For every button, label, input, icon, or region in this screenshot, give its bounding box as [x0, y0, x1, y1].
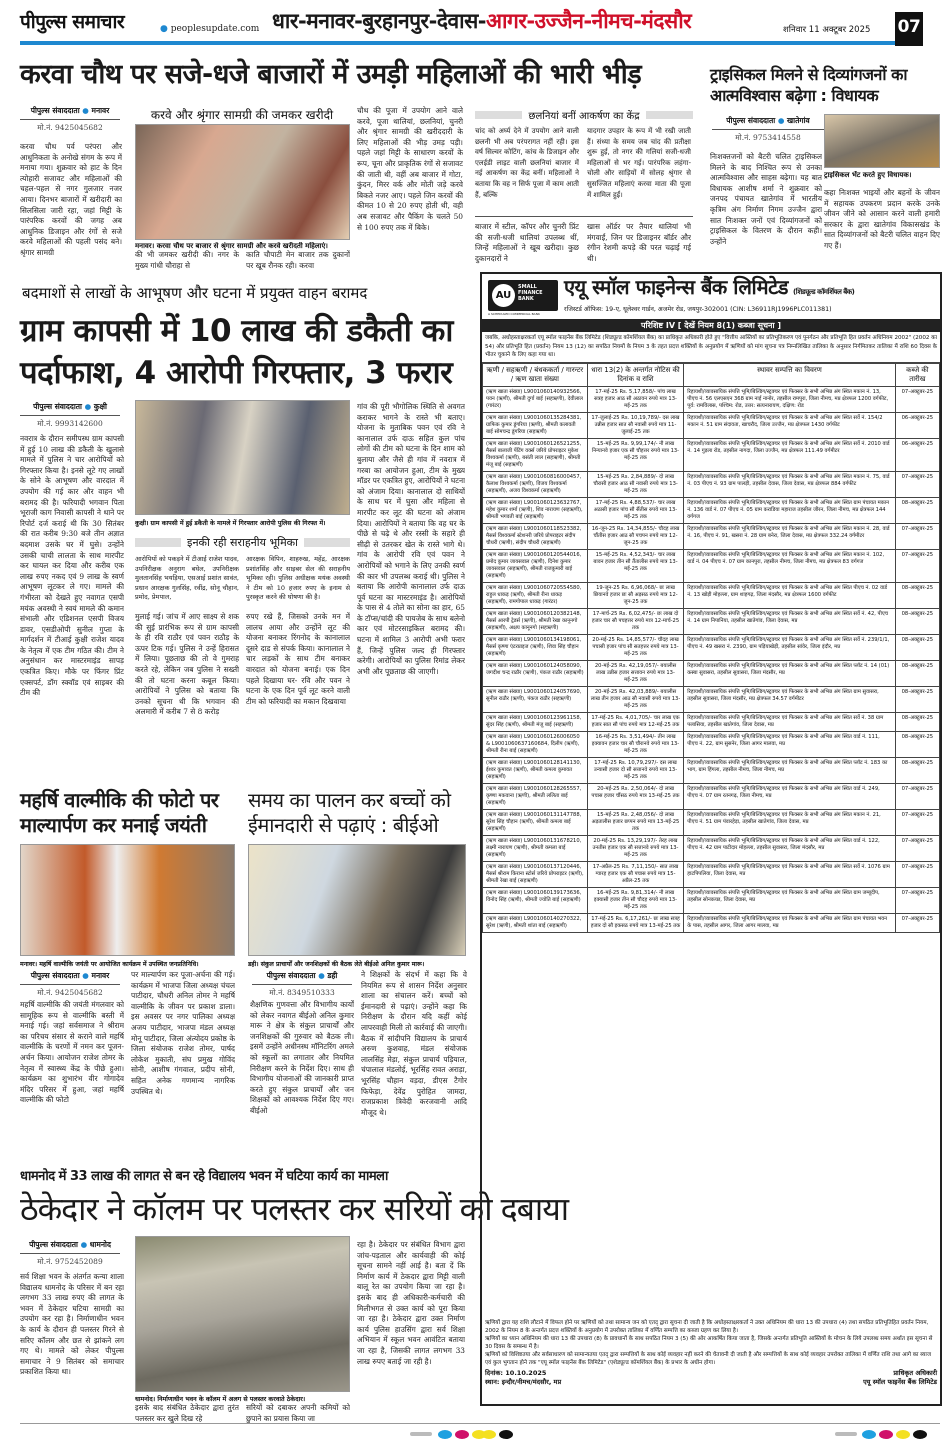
borrower-cell: (ऋण खाता संख्या) L9001060124058090, जगदीश चन्द्र राठौर (ऋणी), पंकज राठौर (सहऋणी) [483, 661, 588, 687]
property-cell: रिहायशी/व्यावसायिक संपत्ति भूमि/बिल्डिंग/स्ट्रक्चर एवं फिक्सर के सभी अभिन्न अंग स्थित सर्वे नं. 2010 वार्ड नं. 14 गुड़ला रोड, तहसील नागदा, जिला उज्जैन, मप्र क्षेत्रफल 111.49 वर्गमीटर [684, 439, 895, 472]
bullet-icon: ● [777, 116, 785, 125]
col-header-borrower: ऋणी / सहऋणी / बंधककर्ता / गारन्टर / ऋण खाता संख्या [483, 364, 588, 387]
property-cell: रिहायशी/व्यावसायिक संपत्ति भूमि/बिल्डिंग/स्ट्रक्चर एवं फिक्सर के सभी अभिन्न अंग स्थित सर्वे नं. 38 ग्राम पलासिया, तहसील खातेगांव, जिला देवास, मप्र [684, 713, 895, 732]
notice-cell: 17-मई-25 Rs. 10,79,297/- दस लाख उन्यासी हजार दो सौ सत्तानवे रुपये मात्र 13-मई-25 तक [587, 758, 684, 784]
story3-headline: महर्षि वाल्मीकि की फोटो पर माल्यार्पण कर मनाई जयंती [20, 788, 219, 837]
story2-column-1: नवरात्र के दौरान समीपस्थ ग्राम कापसी में हुई 10 लाख की डकैती के खुलासे मामले में पुलिस ने चार आरोपियों को गिरफ्तार किया है। इनसे लूटे गए लाखों के सोने के आभूषण और वारदात में उपयोग की गई कार और वाहन भी बरामद की है। फरियादी भगवान पिता भूराजी काग निवासी कापसी ने थाने पर रिपोर्ट दर्ज कराई थी कि 30 सितंबर की रात करीब 9:30 बजे तीन अज्ञात बदमाश उसके घर में घुसे। उन्होंने उसकी चाची लालता के साथ मारपीट कर घायल कर दिया और करीब एक लाख रुपए नकद एवं 9 लाख के स्वर्ण आभूषण लूटकर ले गए। मामले की गंभीरता को देखते हुए नवागत एसपी मयंक अवस्थी ने स्वयं मामले की कमान संभाली और एडिशनल एसपी विजय डावर, एसडीओपी सुनील गुप्ता के मार्गदर्शन में टीआई कुक्षी राजेश यादव के नेतृत्व में एक टीम गठित की। टीम ने अनुसंधान कर मास्टरमाइंड सापड़ एकत्रित किए। मौके पर फिंगर प्रिंट एक्सपर्ट, डॉग स्क्वॉड एवं साइबर की टीम की [20, 434, 124, 698]
story1-column-4: चौथ की पूजा में उपयोग आने वाले करवे, पूजा थालियां, छलनियां, चुनरी और श्रृंगार सामग्री की खरीददारी के लिए महिलाओं की भीड़ उमड़ पड़ी। पहले जहां मिट्टी के साधारण करवों के रूप, चूना और प्राकृतिक रंगों से सजावट की जाती थी, वहीं अब बाजार में गोटा, कुंदन, मिरर वर्क और मोती जड़े करवे बिकते नजर आए। पहले जिन करवों की कीमत 10 से 20 रुपए होती थी, वही अब सजावट और पैकिंग के चलते 50 से 100 रुपए तक में बिके। [357, 106, 463, 232]
borrower-cell: (ऋण खाता संख्या) L9001060140270322, सुरेश (ऋणी), श्रीमती शांता बाई (सहऋणी) [483, 914, 588, 933]
story1-column-2: की भी जमकर खरीदी की। नगर के मुख्य गांधी चौराहा से [135, 250, 239, 270]
borrower-cell: (ऋण खाता संख्या) L9001060123632767, महेश कुमार शर्मा (ऋणी), शिव नारायण (सहऋणी), श्रीमती भगवती बाई (सहऋणी) [483, 498, 588, 524]
bank-name: एयू स्मॉल फाइनेन्स बैंक लिमिटेड [564, 275, 788, 299]
byline-name: पीपुल्स संवाददाता [30, 106, 80, 115]
bullet-icon: ● [82, 971, 89, 980]
property-cell: रिहायशी/व्यावसायिक संपत्ति भूमि/बिल्डिंग/स्ट्रक्चर एवं फिक्सर के सभी अभिन्न अंग स्थित मकान नं. 75, वार्ड नं. 03 पीएच नं. 93 ग्राम पालड़ी, तहसील देवास, जिला देवास, मप्र क्षेत्रफल 884 वर्गफीट [684, 472, 895, 498]
byline-name: पीपुल्स संवाददाता [33, 402, 83, 411]
possession-date-cell: 07-अक्टूबर-25 [895, 472, 939, 498]
registration-magenta-mark [455, 1430, 469, 1439]
box-column-1: चांद को अर्घ्य देने में उपयोग आने वाली छलनी भी अब परंपरागत नहीं रही। इस वर्ष सिल्वर कोटिंग, कांच के डिजाइन और एलईडी लाइट वाली छलनियां बाजार में नई आकर्षण का केंद्र बनीं। महिलाओं ने बताया कि वह न सिर्फ पूजा में काम आती हैं, बल्कि [475, 127, 579, 199]
property-cell: रिहायशी/व्यावसायिक संपत्ति भूमि/बिल्डिंग/स्ट्रक्चर एवं फिक्सर के सभी अभिन्न अंग स्थित ग्राम पंचायत भवन के पास, तहसील आगर, जिला आगर मालवा, मप्र [684, 914, 895, 933]
story3-column-1: महर्षि वाल्मीकि की जयंती मंगलवार को सामूहिक रूप से वाल्मीकि बस्ती में मनाई गई। जहां सर्वसमाज ने श्रीराम का परिचय संसार से कराने वाले महर्षि वाल्मीकि के चरणों में नमन कर पूजन-अर्चन किया। आयोजन राजेश तोमर के नेतृत्व में स्वास्थ्य केंद्र के पीछे हुआ। कार्यक्रम का शुभारंभ वीर गोगादेव मंदिर परिसर में हुआ, जहां महर्षि वाल्मीकि की फोटो [20, 1000, 124, 1105]
notice-cell: 20-मई-25 Rs. 42,19,057/- बयालीस लाख उन्नीस हजार सत्तावन रुपये मात्र 13-मई-25 तक [587, 661, 684, 687]
box-column-2: यादगार उपहार के रूप में भी रखी जाती हैं। संध्या के समय जब चांद की प्रतीक्षा शुरू हुई, तो नगर की गलियां सजी-धजी महिलाओं से भर गई। पारंपरिक लहंगा-चोली और साड़ियों में सोलह श्रृंगार से सुसज्जित महिलाएं करवा माता की पूजा में शामिल हुईं। [587, 127, 691, 199]
masthead [0, 0, 945, 46]
property-cell: रिहायशी/व्यावसायिक संपत्ति भूमि/बिल्डिंग/स्ट्रक्चर एवं फिक्सर के सभी अभिन्न अंग स्थित प्लॉट नं. 14 (01) कस्बा सुवासरा, तहसील सुवासरा, जिला मंदसौर, मप्र [684, 661, 895, 687]
property-cell: रिहायशी/व्यावसायिक संपत्ति भूमि/बिल्डिंग/स्ट्रक्चर एवं फिक्सर के सभी अभिन्न अंग स्थित वार्ड नं. 122, पीएच नं. 42 ग्राम पाटीदार मोहल्ला, तहसील सुवासरा, जिला मंदसौर, मप्र [684, 836, 895, 862]
borrower-cell: (ऋण खाता संख्या) L9001060139173636, विनोद सिंह (ऋणी), श्रीमती ज्योति बाई (सहऋणी) [483, 888, 588, 914]
notice-cell: 15-मई-25 Rs. 9,99,174/- नौ लाख निन्यानवे हजार एक सौ चौहत्तर रुपये मात्र 13-मई-25 तक [587, 439, 684, 472]
story2-photo [135, 400, 350, 515]
byline-place: मनावर [91, 971, 110, 980]
story1-column-3: काति चौपाटी मेन बाजार तक दुकानों पर खूब रौनक रही। करवा [246, 250, 350, 270]
box-column-2: आरक्षक विपिन, शाहरुख, महेंद्र, आरक्षक प्रशांतसिंह और साइबर सेल की सराहनीय भूमिका रही। पुलिस अधीक्षक मयंक अवस्थी ने टीम को 10 हजार रुपए के इनाम से पुरस्कृत करने की घोषणा की है। [246, 555, 350, 601]
byline-phone: मो.नं. 9753414558 [735, 133, 801, 142]
byline-place: कुक्षी [93, 402, 107, 411]
possession-date-cell: 08-अक्टूबर-25 [895, 661, 939, 687]
story1-subhead: करवे और श्रृंगार सामग्री की जमकर खरीदी [150, 108, 334, 122]
story1-photo [135, 124, 350, 240]
borrower-cell: (ऋण खाता संख्या) L9001060816000457, कैलाश विश्वकर्मा (ऋणी), विजय विश्वकर्मा (सहऋणी), अजय विश्वकर्मा (सहऋणी) [483, 472, 588, 498]
possession-date-cell: 07-अक्टूबर-25 [895, 836, 939, 862]
possession-date-cell: 07-अक्टूबर-25 [895, 524, 939, 550]
table-row [483, 387, 940, 413]
tricycle-caption: ट्राइसिकल भेंट करते हुए विधायक। [824, 171, 912, 179]
table-row [483, 732, 940, 758]
story5-column-4: रहा है। ठेकेदार पर संबंधित विभाग द्वारा जांच-पड़ताल और कार्यवाही की कोई सूचना सामने नहीं आई है। बता दें कि निर्माण कार्य में ठेकदार द्वारा मिट्टी वाली बालू रेत का उपयोग किया जा रहा है। इसके बाद ही अधिकारी-कर्मचारी की मिलीभगत से उक्त कार्य को पूरा किया जा रहा है। ठेकेदार द्वारा उक्त निर्माण कार्य पुलिस हाउसिंग द्वारा सर्व शिक्षा अभियान में स्कूल भवन आवंटित बताया जा रहा है, जिसकी लागत लगभग 33 लाख रुपए बताई जा रही है। [357, 1240, 465, 1366]
notice-cell: 16-जून-25 Rs. 14,34,855/- चौदह लाख चौंतीस हजार आठ सौ पचपन रुपये मात्र 12-जून-25 तक [587, 524, 684, 550]
story2-column-4: गांव की पूरी भौगोलिक स्थिति से अवगत कराकर भागने के रास्ते भी बताए। योजना के मुताबिक पवन एवं रवि ने कानालाल उर्फ दाऊ सहित कुल पांच लोगों की टीम को घटना के दिन शाम को बुलाया और जैसे ही गांव में नवरात्र में गरबा का आयोजन हुआ, टीम के मुख्य मॉडर पर एकत्रित हुए, आरोपियों ने घटना को अंजाम दिया। कानालाल दो साथियों के साथ घर में घुसा और महिला से मारपीट कर लूट की घटना को अंजाम दिया। आरोपियों ने बताया कि वह घर के पीछे से चढ़े थे और रस्सी के सहारे ही सीढ़ी से उतरकर खेत के रास्ते भागे थे। गांव के आरोपी रवि एवं पवन ने आरोपियों को भगाने के लिए उनकी स्वर्ण की कार भी उपलब्ध कराई थी। पुलिस ने बताया कि आरोपी कानालाल उर्फ दाऊ पूर्व घटना का मास्टरमाइंड है। आरोपियों के पास से 4 तोले का सोना का हार, 65 के टॉप्स/चांदी की पायजेब के साथ बलेनो कार एवं मोटरसाइकिल बरामद की। घटना में शामिल 3 आरोपी अभी फरार हैं, जिन्हें पुलिस जल्द ही गिरफ्तार करेगी। आरोपियों का पुलिस रिमांड लेकर अभी और पूछताछ की जाएगी। [357, 402, 465, 676]
possession-date-cell: 07-अक्टूबर-25 [895, 810, 939, 836]
property-cell: रिहायशी/व्यावसायिक संपत्ति भूमि/बिल्डिंग/स्ट्रक्चर एवं फिक्सर के सभी अभिन्न अंग स्थित मकान नं. 28, वार्ड नं. 16, पीएच नं. 91, खसरा नं. 28 ग्राम बनेरा, जिला देवास, मप्र क्षेत्रफल 332.24 वर्गमीटर [684, 524, 895, 550]
byline-phone: मो.नं. 9425045682 [37, 123, 103, 132]
tricycle-byline [712, 116, 824, 143]
notice-cell: 20-मई-25 Rs. 13,29,197/- तेरह लाख उनतीस हजार एक सौ सत्तानवे रुपये मात्र 13-मई-25 तक [587, 836, 684, 862]
borrower-cell: (ऋण खाता संख्या) L9001060120544016, प्रमोद कुमार जायसवाल (ऋणी), दिनेश कुमार जायसवाल (सहऋणी), श्रीमती राजकुमारी बाई (सहऋणी) [483, 550, 588, 583]
notice-cell: 15-मई-25 Rs. 2,84,889/- दो लाख चौरासी हजार आठ सौ नवासी रुपये मात्र 13-मई-25 तक [587, 472, 684, 498]
signatory-bank: एयू स्मॉल फाइनेंस बैंक लिमिटेड [863, 1378, 937, 1386]
possession-date-cell: 07-अक्टूबर-25 [895, 914, 939, 933]
property-cell: रिहायशी/व्यावसायिक संपत्ति भूमि/बिल्डिंग/स्ट्रक्चर एवं फिक्सर के सभी अभिन्न अंग स्थित प्लॉट नं. 183 का भाग, ग्राम हिंगला, तहसील नीमच, जिला नीमच, मप्र [684, 758, 895, 784]
byline-place: खातेगांव [787, 116, 810, 125]
story5-byline [20, 1240, 120, 1267]
borrower-cell: (ऋण खाता संख्या) L9001060134198061, मैसर्स कृष्णा एंटरप्राइज (ऋणी), शिवा सिंह चौहान (सहऋणी) [483, 635, 588, 661]
borrower-cell: (ऋण खाता संख्या) L9001060140932566, पवन (ऋणी), श्रीमती दुर्गा बाई (सहऋणी), देवीलाल (गारंटर) [483, 387, 588, 413]
notice-cell: 16-मई-25 Rs. 3,51,494/- तीन लाख इक्यावन हजार चार सौ चौरानवे रुपये मात्र 13-मई-25 तक [587, 732, 684, 758]
notice-cell: 17-जुलाई-25 Rs. 10,19,789/- दस लाख उन्नीस हजार सात सौ नवासी रुपये मात्र 11-जुलाई-25 तक [587, 413, 684, 439]
table-row [483, 439, 940, 472]
table-row [483, 784, 940, 810]
masthead-rule [20, 41, 895, 45]
property-cell: रिहायशी/व्यावसायिक संपत्ति भूमि/बिल्डिंग/स्ट्रक्चर एवं फिक्सर के सभी अभिन्न अंग स्थित पीएच नं. 02 वार्ड नं. 13 खोड़ी मोहल्ला, ग्राम शाहगढ़, जिला मंदसौर, मप्र क्षेत्रफल 1600 वर्गफीट [684, 583, 895, 609]
story5-column-1: सर्व शिक्षा भवन के अंतर्गत कन्या शाला विद्यालय धामनोद के परिसर में बन रहा लगभग 33 लाख रुपए की लागत के भवन में ठेकेदार घटिया सामग्री का उपयोग कर रहा है। निर्माणाधीन भवन के कार्य के दौरान ही पलस्तर गिरने से सरिए कॉलम और छत से झांकने लग गए थे। मामले को लेकर पीपुल्स समाचार ने 9 सितंबर को समाचार प्रकाशित किया था। [20, 1272, 124, 1377]
table-row [483, 524, 940, 550]
story3-byline [20, 971, 120, 998]
borrower-cell: (ऋण खाता संख्या) L9001060137120446, मैसर्स श्रीराम किराना स्टोर्स जरिये प्रोपराइटर (ऋणी), श्रीमती रेखा बाई (सहऋणी) [483, 862, 588, 888]
tricycle-column-2: कहा निःशक्त भाइयों और बहनों के जीवन में सहायक उपकरण प्रदान करके उनके जीवन जीने को आसान करने वाली हमारी सरकार के द्वारा खातेगांव विकासखंड के सात दिव्यांगजनों को बैटरी चलित वाहन दिए गए हैं। [824, 188, 940, 250]
notice-footer [485, 1319, 937, 1387]
tricycle-column-1: निःशक्तजनों को बैटरी चलित ट्राइसिकल मिलने के बाद निश्चित रूप से उनका आत्मविश्वास और साहस बढ़ेगा। यह बात विधायक आशीष शर्मा ने शुक्रवार को जनपद पंचायत खातेगांव में भारतीय कृत्रिम अंग निर्माण निगम उज्जैन द्वारा सात निःशक्त जनों एवं दिव्यांगजनों को ट्राइसिकल के वितरण के दौरान कही। उन्होंने [710, 152, 822, 246]
website-text: peoplesupdate.com [170, 24, 260, 34]
borrower-cell: (ऋण खाता संख्या) L9001060118523382, मैसर्स विश्वकर्मा स्टेशनरी जरिये प्रोपराइटर संदीप चौधरी (ऋणी), संदीप चौधरी (सहऋणी) [483, 524, 588, 550]
notice-cell: 20-मई-25 Rs. 14,85,577/- चौदह लाख पचासी हजार पांच सौ सतहत्तर रुपये मात्र 13-मई-25 तक [587, 635, 684, 661]
property-cell: रिहायशी/व्यावसायिक संपत्ति भूमि/बिल्डिंग/स्ट्रक्चर एवं फिक्सर के सभी अभिन्न अंग स्थित ग्राम पंचायत मकान नं. 136 वार्ड नं. 07 पीएच नं. 05 ग्राम कराडिया महाराज तहसील जीरन, जिला नीमच, मप्र क्षेत्रफल 144 वर्गगज [684, 498, 895, 524]
story5-photo [135, 1236, 350, 1392]
byline-place: धामनोद [89, 1240, 111, 1249]
registration-gray-mark [410, 1432, 432, 1436]
notice-cell: 15-मई-25 Rs. 4,52,343/- चार लाख बावन हजार तीन सौ तैंतालीस रुपये मात्र 13-मई-25 तक [587, 550, 684, 583]
registration-magenta-mark-2 [879, 1430, 893, 1439]
box-divider [475, 216, 693, 217]
story4-column-1: शैक्षणिक गुणवत्ता और विभागीय कार्यों को लेकर नवागत बीईओ अनिल कुमार मारू ने क्षेत्र के संकुल प्राचार्यों और जनशिक्षकों की गुरुवार को बैठक ली। इसमें उन्होंने अधीनस्थ मॉनिटरिंग अमले को स्कूलों का लगातार और नियमित निरीक्षण करने के निर्देश दिए। साथ ही विभागीय योजनाओं की जानकारी प्राप्त करते हुए संकुल प्राचार्यों और जन शिक्षकों को आवश्यक निर्देश दिए गए। बीईओ [250, 1000, 354, 1115]
edition-black: धार-मनावर-बुरहानपुर-देवास- [272, 9, 487, 33]
possession-date-cell: 08-अक्टूबर-25 [895, 713, 939, 732]
box-title-bar [475, 108, 693, 122]
borrower-cell: (ऋण खाता संख्या) L9001060128265557, कृष्णा मकवाना (ऋणी), श्रीमती ललिता बाई (सहऋणी) [483, 784, 588, 810]
au-logo-text: SMALL FINANCE BANK [518, 284, 543, 302]
story2-column-3: रुपए रखे हैं, जिसको उनके मन में लालच आया और उन्होंने लूट की योजना बनाकर रिंगनोद के कानालाल दूसरे दाड से संपर्क किया। कानालाल ने चार लड़कों के साथ टीम बनाकर वारदात को योजना बनाई। एक दिन पहले दिखाया घर- रवि और पवन ने घटना के एक दिन पूर्व लूट करने वाली टीम को फरियादी का मकान दिखवाया [246, 612, 350, 706]
box-column-4: खास ऑर्डर पर तैयार थालियां भी मंगवाईं, जिन पर डिजाइनर बॉर्डर और रंगीन रेशमी कपड़े की परत चढ़ाई गई थी। [587, 222, 691, 263]
notice-date: दिनांक: 10.10.2025 [485, 1369, 547, 1377]
ad-title [564, 276, 854, 298]
possession-date-cell: 06-अक्टूबर-25 [895, 413, 939, 439]
table-row [483, 888, 940, 914]
story3-photo [20, 844, 235, 956]
byline-phone: मो.नं. 9993142600 [37, 419, 103, 428]
notice-cell: 16-मई-25 Rs. 9,81,314/- नौ लाख इक्यासी हजार तीन सौ चौदह रुपये मात्र 13-मई-25 तक [587, 888, 684, 914]
issue-date: शनिवार 11 अक्टूबर 2025 [783, 25, 871, 35]
table-row [483, 836, 940, 862]
box-column-3: बाजार में स्टील, कॉपर और चुनरी प्रिंट की सजी-धजी थालियां उपलब्ध थीं, जिन्हें महिलाओं ने खूब खरीदा। कुछ दुकानदारों ने [475, 222, 579, 263]
byline-place: डही [327, 971, 338, 980]
story2-byline [20, 402, 120, 429]
table-row [483, 661, 940, 687]
borrower-cell: (ऋण खाता संख्या) L9001060126006050 & L9001060637160684, दिलीप (ऋणी), श्रीमती रीना बाई (सहऋणी) [483, 732, 588, 758]
ad-address: रजिस्टर्ड ऑफिस: 19-ए, धूलेश्वर गार्डन, अजमेर रोड, जयपुर-302001 (CIN: L36911RJ1996PLC011381) [564, 306, 832, 313]
bullet-icon: ● [82, 106, 89, 115]
table-row [483, 862, 940, 888]
story1-sidebar-box [475, 108, 693, 270]
edition-red: आगर-उज्जैन-नीमच-मंदसौर [486, 9, 692, 33]
table-row [483, 758, 940, 784]
possession-date-cell: 06-अक्टूबर-25 [895, 439, 939, 472]
col-header-property: स्थावर सम्पत्ति का विवरण [684, 364, 895, 387]
story2-headline-line2: पर्दाफाश, 4 आरोपी गिरफ्तार, 3 फरार [20, 355, 453, 391]
borrower-cell: (ऋण खाता संख्या) L9001060126521255, मैसर्स बालाजी पेंटिंग वर्क्स जरिये प्रोपराइटर मुकेश विश्वकर्मा (ऋणी), बसंती लाल (सहऋणी), श्रीमती मंजू बाई (सहऋणी) [483, 439, 588, 472]
story4-column-2: ने शिक्षकों के संदर्भ में कहा कि वे नियमित रूप से शासन निर्देश अनुसार शाला का संचालन करें। बच्चों को ईमानदारी से पढ़ाएं। उन्होंने कहा कि निरीक्षण के दौरान यदि कहीं कोई लापरवाही मिली तो कार्रवाई की जाएगी। बैठक में सांदीपनि विद्यालय के प्राचार्य अरुण कुशवाह, मंडल संयोजक लालसिंह मेड़ा, संकुल प्राचार्य पड़ियाल, चंपालाल मंडलोई, भूरसिंह रावत अराड़ा, भूरसिंह चौहान वड़दा, डीएस टैगोर फिफेड़ा, देवेंद्र पुरोहित जामदा, राजप्रकाश त्रिवेदी करजवानी आदि मौजूद थे। [361, 970, 467, 1117]
property-cell: रिहायशी/व्यावसायिक संपत्ति भूमि/बिल्डिंग/स्ट्रक्चर एवं फिक्सर के सभी अभिन्न अंग स्थित ग्राम सुवासरा, तहसील सुवासरा, जिला मंदसौर, मप्र क्षेत्रफल 34.57 वर्गमीटर [684, 687, 895, 713]
au-logo [488, 280, 558, 318]
table-row [483, 687, 940, 713]
possession-date-cell: 07-अक्टूबर-25 [895, 387, 939, 413]
footer-para-3: ऋणियों को विशिष्टतया और सर्वसाधारण को सामान्यतया एतद् द्वारा सम्पत्तियों के साथ कोई व्यवहार नहीं करने की चेतावनी दी जाती है और सम्पत्तियों के साथ कोई व्यवहार उपरोक्त तालिका में वर्णित राशि तथा आगे का ब्याज एवं कुल भुगतान होने तक "एयू स्मॉल फाइनेंस बैंक लिमिटेड" (एशेड्यूल्ड कॉमर्शियल बैंक) के प्रभार के अधीन होगा। [485, 1352, 931, 1366]
table-row [483, 810, 940, 836]
bullet-icon: ● [80, 1240, 88, 1249]
registration-gray-mark-2 [835, 1432, 857, 1436]
website-link[interactable] [160, 24, 259, 34]
notice-cell: 17-मई-25 Rs. 4,01,705/- चार लाख एक हजार सात सौ पांच रुपये मात्र 12-मई-25 तक [587, 713, 684, 732]
notice-cell: 17-अप्रैल-25 Rs. 7,11,150/- सात लाख ग्यारह हजार एक सौ पचास रुपये मात्र 15-अप्रैल-25 तक [587, 862, 684, 888]
notice-cell: 17-मई-25 Rs. 6,17,261/- छः लाख सत्रह हजार दो सौ इकसठ रुपये मात्र 13-मई-25 तक [587, 914, 684, 933]
property-cell: रिहायशी/व्यावसायिक संपत्ति भूमि/बिल्डिंग/स्ट्रक्चर एवं फिक्सर के सभी अभिन्न अंग स्थित सर्वे नं. 154/2 मकान नं. 51 ग्राम संदावता, खाचरौद, जिला उज्जैन, मप्र क्षेत्रफल 1430 वर्गफीट [684, 413, 895, 439]
borrower-cell: (ऋण खाता संख्या) L9001060131147788, सुरेश सिंह चौहान (ऋणी), श्रीमती कमला बाई (सहऋणी) [483, 810, 588, 836]
story3-column-2: पर माल्यार्पण कर पूजा-अर्चना की गई। कार्यक्रम में भाजपा जिला अध्यक्ष चंचल पाटीदार, चौधरी अनिल तोमर ने महर्षि वाल्मीकि के जीवन पर प्रकाश डाला। इस अवसर पर नगर पालिका अध्यक्ष अजय पाटीदार, भाजपा मंडल अध्यक्ष मोनू पाटीदार, जिला अंत्योदय प्रकोष्ठ के जिला संयोजक राजेश तोमर, पार्षद लोकेश मुकाती, संघ प्रमुख गोविंद सोनी, आशीष गंगवाल, प्रदीप सोनी, सहित अनेक गणमान्य नागरिक उपस्थित थे। [131, 970, 235, 1096]
story5-column-2: इसके बाद संबंधित ठेकेदार द्वारा तुरंत पलस्तर कर खुले दिख रहे [135, 1403, 239, 1423]
box-title: इनकी रही सराहनीय भूमिका [187, 536, 298, 549]
property-cell: रिहायशी/व्यावसायिक संपत्ति भूमि/बिल्डिंग/स्ट्रक्चर एवं फिक्सर के सभी अभिन्न अंग स्थित वार्ड नं. 111, पीएच नं. 22, ग्राम सुसनेर, जिला आगर मालवा, मप्र [684, 732, 895, 758]
table-row [483, 583, 940, 609]
story1-caption: मनावर। करवा चौथ पर बाजार से श्रृंगार सामग्री और करवे खरीदती महिलाएं। [135, 242, 328, 250]
property-cell: रिहायशी/व्यावसायिक संपत्ति भूमि/बिल्डिंग/स्ट्रक्चर एवं फिक्सर के सभी अभिन्न अंग स्थित मकान नं. 21, पीएच नं. 51 ग्राम पंवारहेड़ा, तहसील खातेगांव, जिला देवास, मप्र [684, 810, 895, 836]
table-row [483, 713, 940, 732]
byline-phone: मो.नं. 9425045682 [37, 988, 103, 997]
story1-byline [20, 106, 120, 133]
notice-title-bar: परिशिष्ट IV [ देखें नियम 8(1) कब्जा सूचना ] [482, 319, 940, 332]
possession-date-cell: 08-अक्टूबर-25 [895, 687, 939, 713]
story2-caption: कुक्षी। ग्राम कापसी में हुई डकैती के मामले में गिरफ्तार आरोपी पुलिस की गिरफ्त में। [135, 520, 326, 527]
story2-kicker: बदमाशों से लाखों के आभूषण और घटना में प्रयुक्त वाहन बरामद [22, 284, 368, 302]
bullet-icon: ● [84, 402, 92, 411]
property-cell: रिहायशी/व्यावसायिक संपत्ति भूमि/बिल्डिंग/स्ट्रक्चर एवं फिक्सर के सभी अभिन्न अंग स्थित ग्राम जम्बूदीप, तहसील सोनकच्छ, जिला देवास, मप्र [684, 888, 895, 914]
signatory-title: प्राधिकृत अधिकारी [893, 1369, 937, 1377]
story1-column-1: करवा चौथ पर्व परंपरा और आधुनिकता के अनोखे संगम के रूप में मनाया गया। शुक्रवार को हाट के दिन त्योहारी सजावट और महिलाओं की चहल-पहल से नगर गुलजार नजर आया। दिनभर बाजारों में खरीदारी का सिलसिला जारी रहा, जहां मिट्टी के पारंपरिक करवों की जगह अब आधुनिक डिजाइन और रंगों से सजे करवे महिलाओं की पहली पसंद बने। श्रृंगार सामग्री [20, 142, 122, 257]
possession-date-cell: 08-अक्टूबर-25 [895, 583, 939, 609]
notice-cell: 15-मई-25 Rs. 2,48,056/- दो लाख अड़तालीस हजार छप्पन रुपये मात्र 13-मई-25 तक [587, 810, 684, 836]
possession-date-cell: 07-अक्टूबर-25 [895, 550, 939, 583]
box-column-1: आरोपियों को पकड़ने में टीआई राजेश यादव, उपनिरीक्षक अनुराग बघेल, उपनिरीक्षक मुलतानसिंह भयड़िया, एसआई प्रशांत सावंत, प्रधान आरक्षक गुलसिंह, रवींद्र, सोनू चौहान, प्रमोद, प्रेमपाल, [135, 555, 239, 601]
table-row [483, 498, 940, 524]
table-row [483, 609, 940, 635]
table-header-row [483, 364, 940, 387]
table-row [483, 635, 940, 661]
story4-byline [252, 971, 352, 998]
table-row [483, 413, 940, 439]
box-title-bar [135, 535, 350, 550]
borrower-cell: (ऋण खाता संख्या) L9001060720554580, राहुल धाकड़ (ऋणी), श्रीमती रीना धाकड़ (सहऋणी), रामगोपाल धाकड़ (गारंटर) [483, 583, 588, 609]
table-row [483, 550, 940, 583]
registration-yellow-mark-3 [896, 1430, 910, 1439]
tricycle-photo [824, 114, 940, 168]
possession-date-cell: 07-अक्टूबर-25 [895, 784, 939, 810]
byline-name: पीपुल्स संवाददाता [29, 1240, 78, 1249]
borrower-cell: (ऋण खाता संख्या) L9001060123961158, सुंदर सिंह (ऋणी), श्रीमती मंजू बाई (सहऋणी) [483, 713, 588, 732]
au-bank-possession-notice [480, 272, 942, 1406]
print-bottom-rule [20, 1423, 940, 1424]
notice-cell: 20-मई-25 Rs. 2,50,064/- दो लाख पचास हजार चौंसठ रुपये मात्र 13-मई-25 तक [587, 784, 684, 810]
property-cell: रिहायशी/व्यावसायिक संपत्ति भूमि/बिल्डिंग/स्ट्रक्चर एवं फिक्सर के सभी अभिन्न अंग स्थित वार्ड नं. 249, पीएच नं. 07 ग्राम रतनगढ़, जिला नीमच, मप्र [684, 784, 895, 810]
property-cell: रिहायशी/व्यावसायिक संपत्ति भूमि/बिल्डिंग/स्ट्रक्चर एवं फिक्सर के सभी अभिन्न अंग स्थित मकान नं. 13, पीएच नं. 56 एलएसएन 368 ग्राम नाई नानोर, तहसील रामपुरा, जिला नीमच, मप्र क्षेत्रफल 1200 वर्गफीट, पूर्व: रामविलास, पश्चिम: रोड, उत्तर: सत्यनारायण, दक्षिण: रोड [684, 387, 895, 413]
borrower-cell: (ऋण खाता संख्या) L9001060131678210, लक्ष्मी नारायण (ऋणी), श्रीमती कमला बाई (सहऋणी) [483, 836, 588, 862]
story2-column-2: मुलाई गई। जांच में आए साक्ष्य से शक की सुई प्रारंभिक रूप से ग्राम कापसी के ही रवि राठौर एवं पवन राठौड़ के ऊपर टिक गई। पुलिस ने उन्हें हिरासत में लिया। पूछताछ की तो वे गुमराह करते रहे, लेकिन जब पुलिस ने सख्ती की तो घटना करना कबूल किया। आरोपियों ने पुलिस को बताया कि उनको सूचना थी कि भगवान की अलमारी में करीब 7 से 8 करोड़ [135, 612, 239, 717]
table-row [483, 472, 940, 498]
possession-date-cell: 08-अक्टूबर-25 [895, 635, 939, 661]
borrower-cell: (ऋण खाता संख्या) L9001060135284381, ग्राफिक कुमार डूंगरिया (ऋणी), श्रीमती कलावती बाई सोमचन्द्र डूंगरिया (सहऋणी) [483, 413, 588, 439]
property-cell: रिहायशी/व्यावसायिक संपत्ति भूमि/बिल्डिंग/स्ट्रक्चर एवं फिक्सर के सभी अभिन्न अंग स्थित मकान नं. 102, वार्ड नं. 04 पीएच नं. 07 ग्राम कानपुरा, तहसील नीमच, जिला नीमच, मप्र क्षेत्रफल 83 वर्गगज [684, 550, 895, 583]
notice-cell: 19-जून-25 Rs. 6,96,068/- छः लाख छियानवे हजार छः सौ अड़सठ रुपये मात्र 12-जून-25 तक [587, 583, 684, 609]
byline-place: मनावर [91, 106, 110, 115]
possession-table [482, 363, 940, 933]
byline-name: पीपुल्स संवाददाता [726, 116, 776, 125]
newspaper-logo: पीपुल्स समाचार [20, 11, 125, 33]
notice-cell: 17-मार्च-25 Rs. 6,02,475/- छः लाख दो हजार चार सौ पचहत्तर रुपये मात्र 12-मार्च-25 तक [587, 609, 684, 635]
story3-caption: मनावर। महर्षि वाल्मीकि जयंती पर आयोजित कार्यक्रम में उपस्थित जनप्रतिनिधि। [20, 961, 199, 968]
story2-box [135, 535, 350, 607]
byline-phone: मो.नं. 9752452089 [37, 1257, 103, 1266]
registration-black-mark [499, 1430, 513, 1439]
registration-cyan-mark-2 [862, 1430, 876, 1439]
story5-column-3: सरियों को दबाकर अपनी कमियों को छुपाने का प्रयास किया जा [246, 1403, 350, 1423]
col-header-possession-date: कब्जे की तारीख [895, 364, 939, 387]
property-cell: रिहायशी/व्यावसायिक संपत्ति भूमि/बिल्डिंग/स्ट्रक्चर एवं फिक्सर के सभी अभिन्न अंग स्थित सर्वे नं. 42, पीएच नं. 14 ग्राम निपानिया, तहसील खातेगांव, जिला देवास, मप्र [684, 609, 895, 635]
byline-name: पीपुल्स संवाददाता [266, 971, 316, 980]
edition-title [272, 10, 691, 33]
possession-date-cell: 08-अक्टूबर-25 [895, 609, 939, 635]
notice-signoff [485, 1369, 937, 1387]
story4-caption: डही। संकुल प्राचार्यों और जनशिक्षकों की बैठक लेते बीईओ अनिल कुमार मारू। [248, 961, 425, 968]
col-header-notice: धारा 13(2) के अन्तर्गत नोटिस की दिनांक व राशि [587, 364, 684, 387]
possession-date-cell: 07-अक्टूबर-25 [895, 888, 939, 914]
possession-date-cell: 08-अक्टूबर-25 [895, 498, 939, 524]
borrower-cell: (ऋण खाता संख्या) L9001060128141130, ईश्वर कुमावत (ऋणी), श्रीमती कमला कुमावत (सहऋणी) [483, 758, 588, 784]
table-row [483, 914, 940, 933]
page-number: 07 [895, 12, 923, 46]
notice-cell: 20-मई-25 Rs. 42,03,889/- बयालीस लाख तीन हजार आठ सौ नवासी रुपये मात्र 13-मई-25 तक [587, 687, 684, 713]
borrower-cell: (ऋण खाता संख्या) L9001060120382148, मैसर्स आरपी ट्रेडर्स (ऋणी), श्रीमती रेखा कानूनगो (सहऋणी), अक्षय कानूनगो (सहऋणी) [483, 609, 588, 635]
byline-name: पीपुल्स संवाददाता [30, 971, 80, 980]
borrower-cell: (ऋण खाता संख्या) L9001060124057690, सुनील राठौर (ऋणी), पंकज राठौर (सहऋणी) [483, 687, 588, 713]
story2-headline-line1: ग्राम कापसी में 10 लाख की डकैती का [20, 313, 453, 349]
possession-date-cell: 07-अक्टूबर-25 [895, 862, 939, 888]
registration-cyan-mark [438, 1430, 452, 1439]
property-cell: रिहायशी/व्यावसायिक संपत्ति भूमि/बिल्डिंग/स्ट्रक्चर एवं फिक्सर के सभी अभिन्न अंग स्थित सर्वे नं. 1076 ग्राम हाटपिपलिया, जिला देवास, मप्र [684, 862, 895, 888]
footer-para-2: ऋणियों का ध्यान अधिनियम की धारा 13 की उपधारा (8) के प्रावधानों के साथ सपठित नियम 3 (5) की ओर आकर्षित किया जाता है, जिसके अन्तर्गत प्रतिभूति आस्तियों के मोचन के लिये उपलब्ध समय अर्थात इस सूचना से 30 दिवस के सम्बन्ध में है। [485, 1336, 933, 1350]
au-logo-tagline: A SCHEDULED COMMERCIAL BANK [488, 312, 540, 316]
box-title: छलनियां बनीं आकर्षण का केंद्र [528, 111, 640, 122]
story4-photo [248, 844, 466, 956]
story5-caption: धामनोद। निर्माणाधीन भवन के कॉलम में अलग से पलस्तर करवाते ठेकेदार। [135, 1396, 306, 1403]
notice-cell: 17-मई-25 Rs. 5,17,858/- पांच लाख सत्रह हजार आठ सौ अठावन रुपये मात्र 13-मई-25 तक [587, 387, 684, 413]
tricycle-headline: ट्राइसिकल मिलने से दिव्यांगजनों का आत्मविश्वास बढ़ेगा : विधायक [710, 65, 908, 105]
notice-cell: 17-मई-25 Rs. 4,88,537/- चार लाख अठासी हजार पांच सौ सैंतीस रुपये मात्र 13-मई-25 तक [587, 498, 684, 524]
byline-phone: मो.नं. 8349510333 [269, 988, 335, 997]
registration-yellow-mark-2 [482, 1430, 496, 1439]
story5-headline: ठेकेदार ने कॉलम पर पलस्तर कर सरियों को दबाया [20, 1190, 569, 1228]
notice-intro: जबकि, अधोहस्ताक्षरकर्ता एयू स्मॉल फाइनेंस बैंक लिमिटेड (शिड्यूल्ड कॉमर्शियल बैंक) का प्राधिकृत अधिकारी होते हुए "वित्तीय आस्तियों का प्रतिभूतिकरण एवं पुनर्गठन और प्रतिभूति हित प्रवर्तन अधिनियम 2002" (2002 का 54) और प्रतिभूति हित (प्रवर्तन) नियम 13 (12) का सपठित नियमों के नियम 3 के तहत प्रदत्त शक्तियों के अनुप्रयोग में ऋणियों को मांग सूचना पत्र निम्नलिखित तालिका के अनुसार निर्गमितकर तालिका में राशि 60 दिवस के भीतर चुकाने के लिए कहा गया था। [485, 335, 937, 358]
story5-kicker: धामनोद में 33 लाख की लागत से बन रहे विद्यालय भवन में घटिया कार्य का मामला [20, 1169, 388, 1184]
possession-table-wrap [482, 362, 940, 1317]
bullet-icon: ● [318, 971, 325, 980]
story4-headline: समय का पालन कर बच्चों को ईमानदारी से पढ़ाएं : बीईओ [248, 788, 451, 837]
registration-black-mark-2 [913, 1430, 927, 1439]
footer-para-1: ऋणियों द्वारा यह राशि लौटाने में विफल होने पर ऋणियों को तथा सामान्य जन को एतद् द्वारा सूचना दी जाती है कि अधोहस्ताक्षरकर्ता ने उक्त अधिनियम की धारा 13 की उपधारा (4) तथा सपठित प्रतिभूतिहित प्रवर्तन नियम, 2002 के नियम 8 के अन्तर्गत प्रदत्त शक्तियों के अनुप्रयोग में उपरोक्त तालिका में वर्णित सम्पत्ति का कब्जा ग्रहण कर लिया है। [485, 1320, 929, 1334]
notice-place: स्थान: इन्दौर/नीमच/मंदसौर, मप्र [485, 1378, 562, 1386]
globe-icon: ● [160, 24, 171, 34]
au-logo-circle: AU [492, 284, 515, 307]
story1-headline: करवा चौथ पर सजे-धजे बाजारों में उमड़ी महिलाओं की भारी भीड़ [20, 59, 642, 90]
possession-date-cell: 08-अक्टूबर-25 [895, 732, 939, 758]
bank-type: (शिड्यूल्ड कॉमर्शियल बैंक) [793, 288, 855, 296]
possession-date-cell: 08-अक्टूबर-25 [895, 758, 939, 784]
property-cell: रिहायशी/व्यावसायिक संपत्ति भूमि/बिल्डिंग/स्ट्रक्चर एवं फिक्सर के सभी अभिन्न अंग स्थित सर्वे नं. 239/1/1, पीएच नं. 49 खसरा नं. 2390, ग्राम पड़ियाखेड़ी, तहसील सांवेर, जिला इंदौर, मप्र [684, 635, 895, 661]
